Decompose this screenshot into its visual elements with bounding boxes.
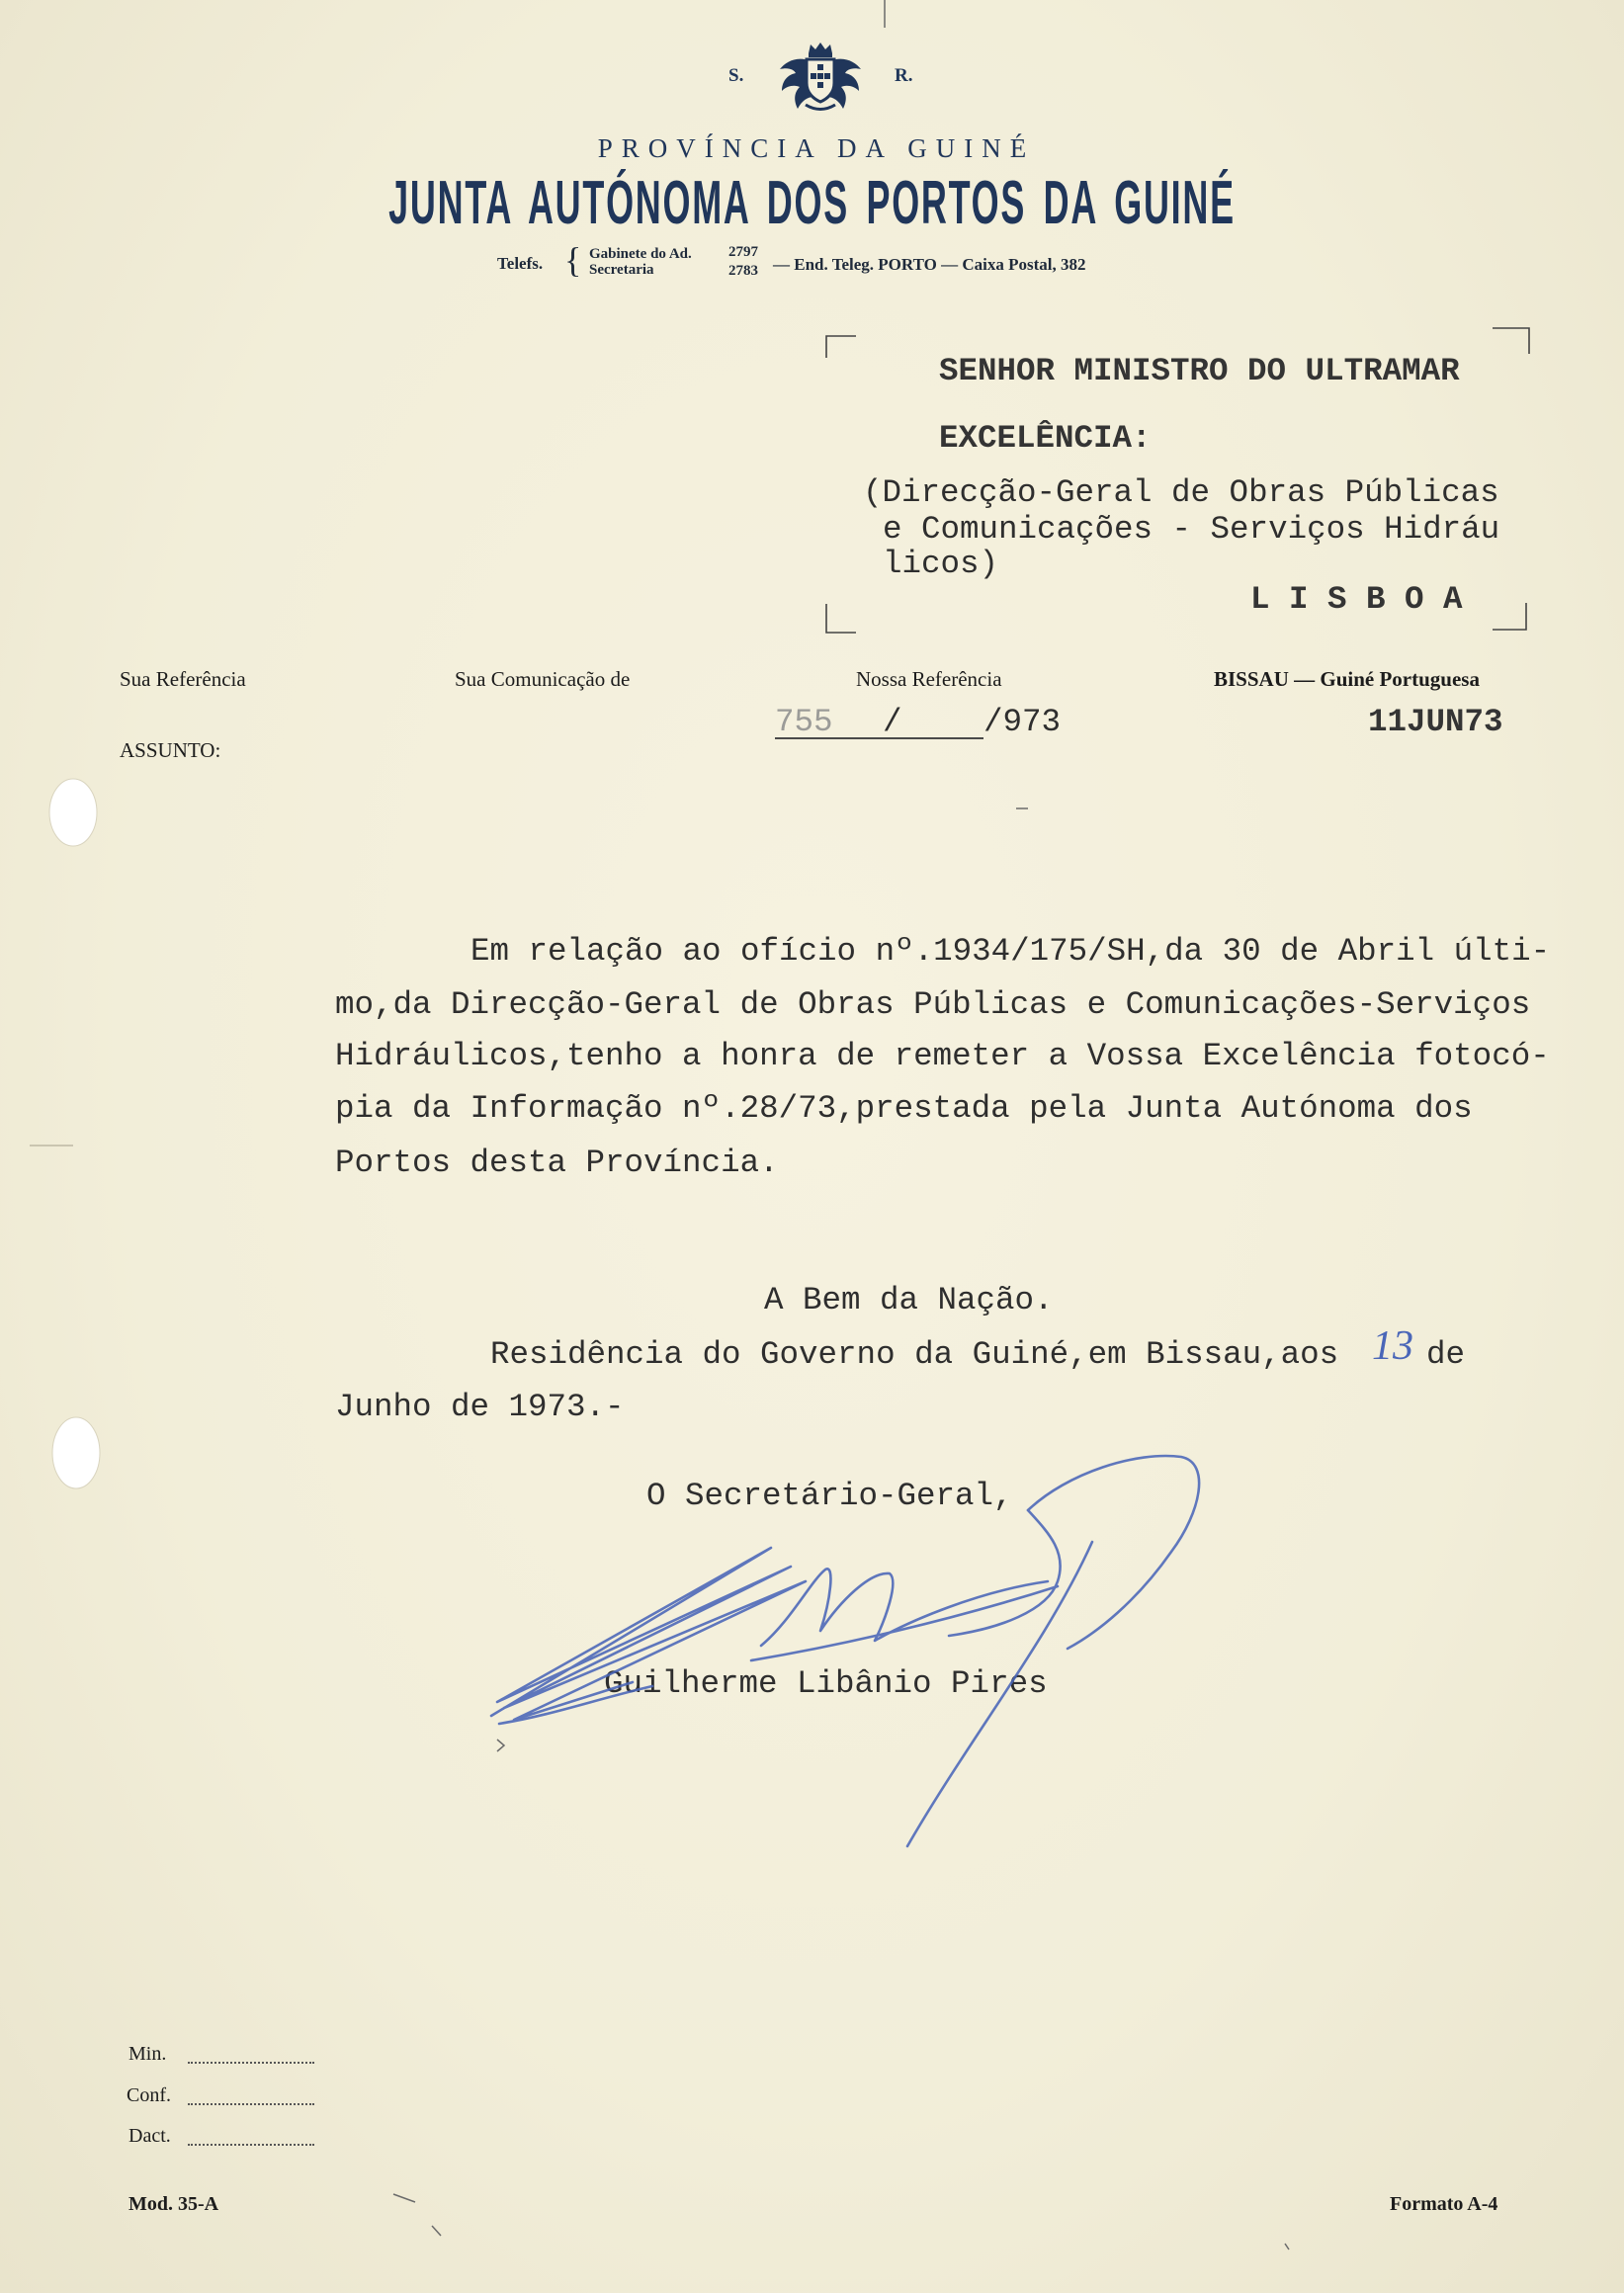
body-line: mo,da Direcção-Geral de Obras Públicas e Comunicações-Serviços (335, 986, 1531, 1023)
addressee-department-line: licos) (883, 546, 999, 582)
footer-field-label: Min. (128, 2043, 167, 2065)
punch-hole-top (49, 779, 97, 846)
addressee-salutation: EXCELÊNCIA: (939, 420, 1152, 457)
closing-place-line: Residência do Governo da Guiné,em Bissau,aos (490, 1336, 1339, 1373)
body-line: Portos desta Província. (335, 1145, 779, 1181)
signatory-title: O Secretário-Geral, (646, 1478, 1013, 1514)
closing-motto: A Bem da Nação. (764, 1282, 1054, 1318)
province-heading: PROVÍNCIA DA GUINÉ (597, 133, 1036, 163)
document-date: 11JUN73 (1368, 704, 1503, 740)
our-reference-year: /973 (983, 704, 1062, 740)
closing-date-line: Junho de 1973.- (335, 1389, 625, 1425)
form-model-code: Mod. 35-A (128, 2193, 219, 2215)
crest-left-initial: S. (728, 65, 744, 86)
our-reference-separator: / (883, 704, 902, 740)
phone-office-1: Gabinete do Ad. (589, 246, 692, 262)
closing-place-line-end: de (1426, 1336, 1466, 1373)
organization-heading-wrap (0, 169, 1624, 237)
body-line: Em relação ao ofício nº.1934/175/SH,da 30 de Abril últi- (470, 933, 1551, 970)
phone-office-2: Secretaria (589, 262, 654, 278)
crest-right-initial: R. (895, 65, 913, 86)
place-label: BISSAU — Guiné Portuguesa (1214, 667, 1480, 691)
postal-address: — End. Teleg. PORTO — Caixa Postal, 382 (773, 255, 1086, 274)
body-line: Hidráulicos,tenho a honra de remeter a Vossa Excelência fotocó- (335, 1038, 1550, 1074)
handwritten-day: 13 (1372, 1323, 1413, 1369)
body-line: pia da Informação nº.28/73,prestada pela Junta Autónoma dos (335, 1090, 1473, 1127)
addressee-recipient: SENHOR MINISTRO DO ULTRAMAR (939, 353, 1460, 389)
your-communication-label: Sua Comunicação de (455, 667, 631, 691)
phones-label: Telefs. (497, 254, 544, 273)
addressee-department-line: (Direcção-Geral de Obras Públicas (863, 474, 1499, 511)
coat-of-arms-icon (776, 40, 865, 115)
footer-field-line (188, 2062, 314, 2064)
phone-number-1: 2797 (728, 244, 758, 260)
footer-field-label: Conf. (127, 2084, 171, 2106)
reference-underline (775, 737, 983, 739)
signatory-name: Guilherme Libânio Pires (604, 1665, 1048, 1702)
addressee-department-line: e Comunicações - Serviços Hidráu (883, 511, 1500, 548)
our-reference-number: 755 (775, 704, 833, 740)
footer-field-line (188, 2103, 314, 2105)
phone-number-2: 2783 (728, 263, 758, 279)
brace-icon: { (564, 240, 582, 280)
our-reference-label: Nossa Referência (856, 667, 1002, 691)
punch-hole-bottom (52, 1417, 100, 1488)
your-reference-label: Sua Referência (120, 667, 246, 691)
subject-label: ASSUNTO: (120, 738, 221, 762)
footer-field-line (188, 2144, 314, 2146)
footer-field-label: Dact. (128, 2125, 171, 2147)
organization-heading: JUNTA AUTÓNOMA DOS PORTOS DA GUINÉ (388, 169, 1236, 237)
paper-format: Formato A-4 (1390, 2193, 1498, 2215)
addressee-city: L I S B O A (1250, 581, 1463, 618)
